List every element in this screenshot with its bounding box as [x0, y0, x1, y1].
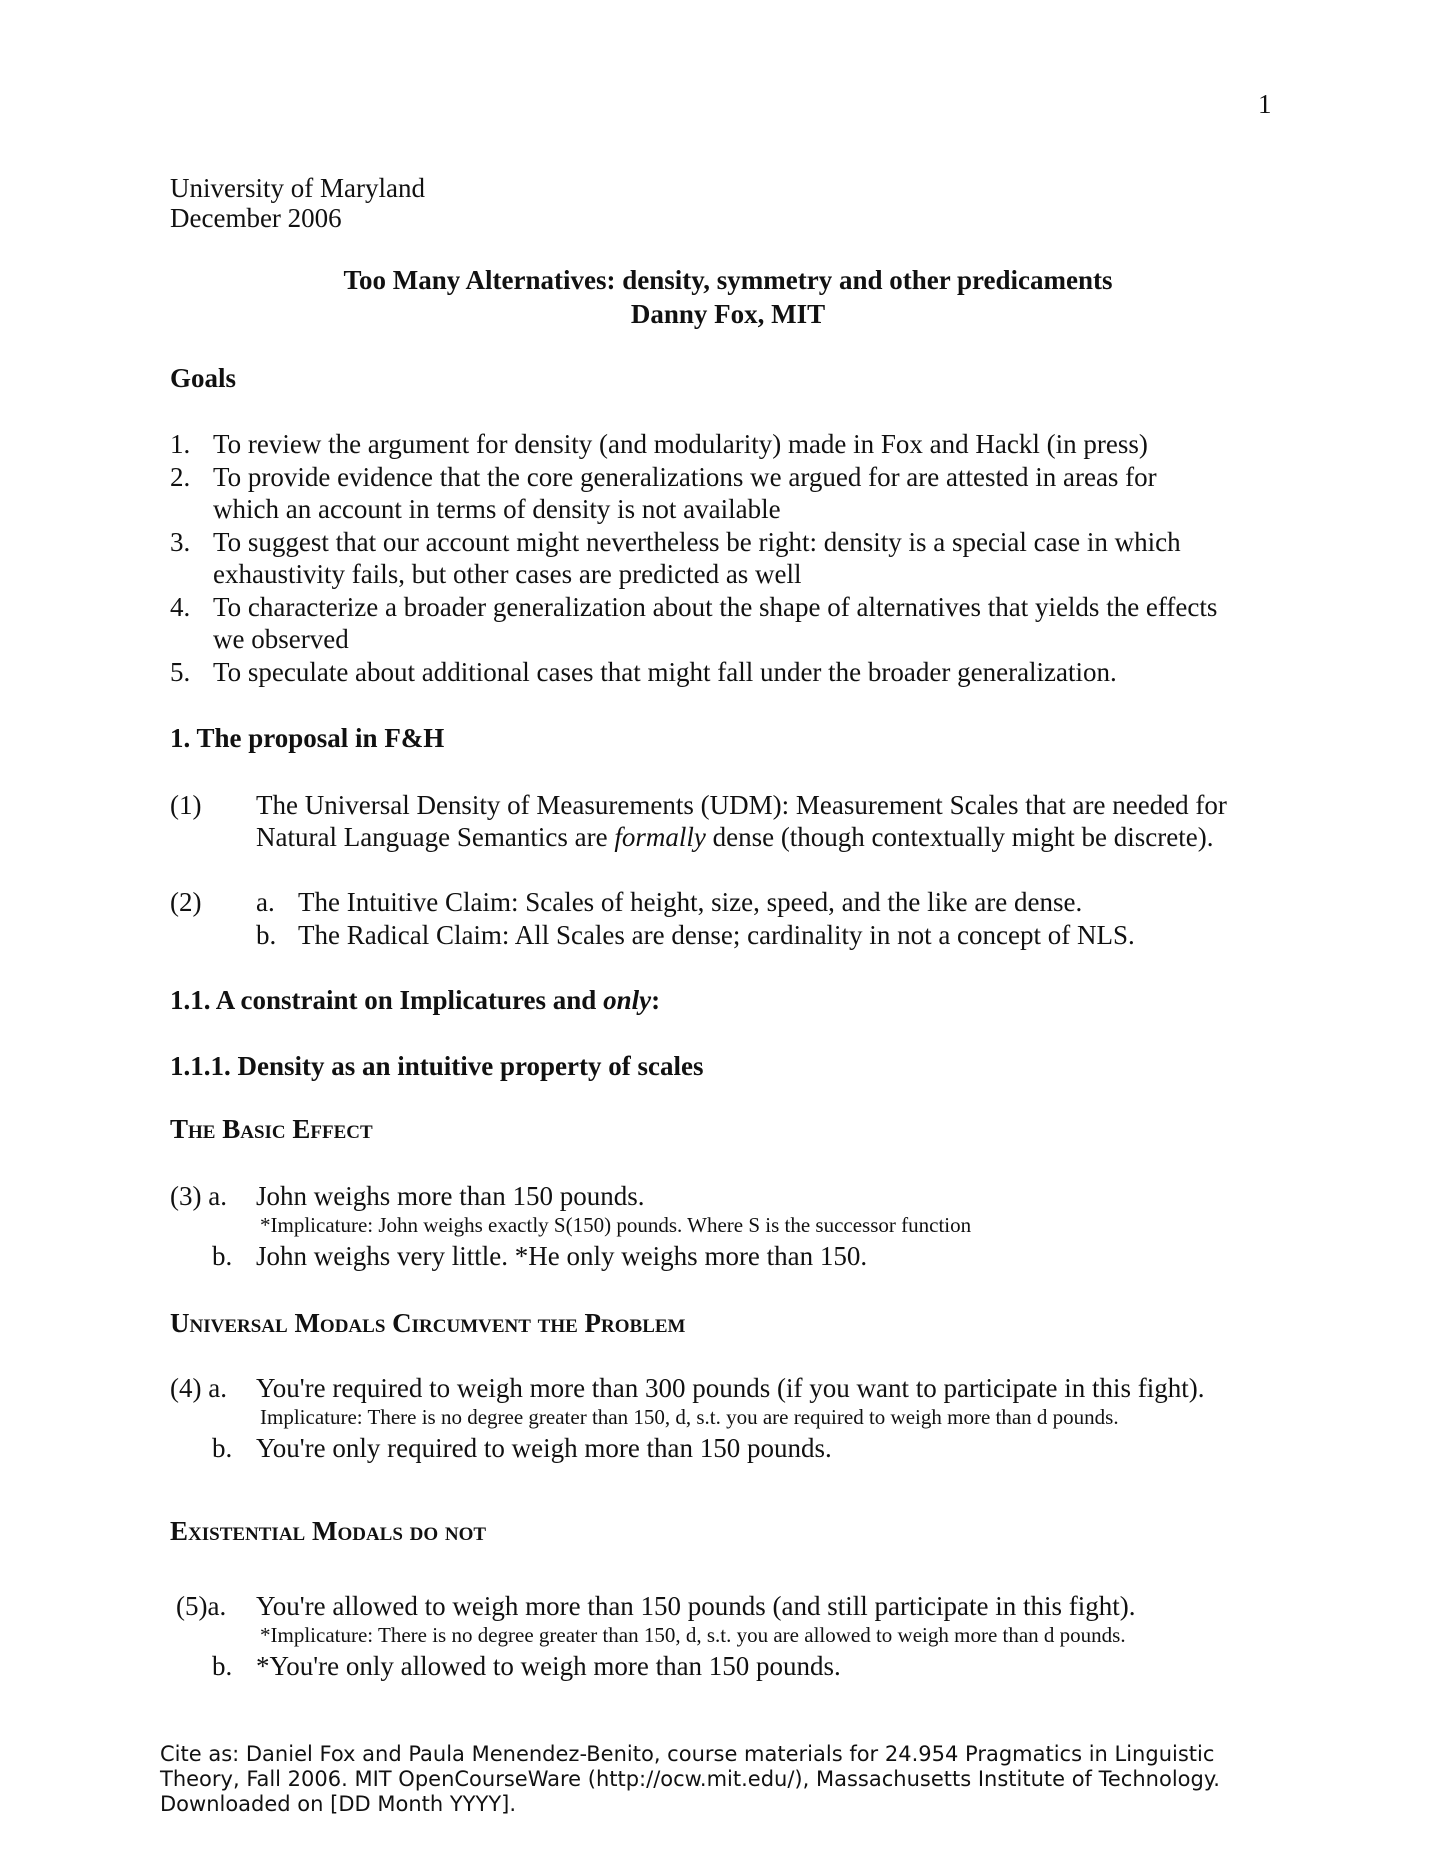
- goal-number: 5.: [170, 657, 191, 687]
- goal-text-continued: which an account in terms of density is not available: [213, 494, 781, 524]
- example-2-number: (2): [170, 887, 202, 917]
- example-4b-text: You're only required to weigh more than 150 pounds.: [256, 1433, 832, 1463]
- citation-line-2: Theory, Fall 2006. MIT OpenCourseWare (http://ocw.mit.edu/), Massachusetts Institute of Technology.: [160, 1767, 1220, 1791]
- date: December 2006: [170, 203, 342, 233]
- example-4a-implicature: Implicature: There is no degree greater than 150, d, s.t. you are required to weigh more than d pounds.: [260, 1405, 1119, 1429]
- example-4-number: (4) a.: [170, 1373, 227, 1403]
- goal-text: To review the argument for density (and modularity) made in Fox and Hackl (in press): [213, 429, 1148, 459]
- section-1-1-heading-colon: :: [651, 985, 661, 1015]
- example-5b-text: *You're only allowed to weigh more than 150 pounds.: [256, 1651, 841, 1681]
- example-1-text-end: dense (though contextually might be discrete).: [705, 822, 1214, 852]
- example-3a-implicature: *Implicature: John weighs exactly S(150) pounds. Where S is the successor function: [260, 1213, 972, 1237]
- example-5a-implicature: *Implicature: There is no degree greater than 150, d, s.t. you are allowed to weigh more than d pounds.: [260, 1623, 1126, 1647]
- section-1-1-heading-text: 1.1. A constraint on Implicatures and: [170, 985, 604, 1015]
- goal-text-continued: we observed: [213, 624, 349, 654]
- citation-line-1: Cite as: Daniel Fox and Paula Menendez-Benito, course materials for 24.954 Pragmatics in Linguistic: [160, 1742, 1215, 1766]
- goals-heading: Goals: [170, 363, 237, 393]
- example-3a-text: John weighs more than 150 pounds.: [256, 1181, 645, 1211]
- example-2b-text: The Radical Claim: All Scales are dense; cardinality in not a concept of NLS.: [298, 920, 1135, 950]
- institution: University of Maryland: [170, 173, 425, 203]
- page-number: 1: [1258, 89, 1272, 119]
- goal-text: To speculate about additional cases that might fall under the broader generalization.: [213, 657, 1117, 687]
- existential-modals-heading: Existential Modals do not: [170, 1516, 487, 1546]
- goal-text: To suggest that our account might nevertheless be right: density is a special case in which: [213, 527, 1181, 557]
- example-2a-label: a.: [256, 887, 275, 917]
- section-1-1-1-heading: 1.1.1. Density as an intuitive property of scales: [170, 1051, 704, 1081]
- section-1-1-heading: [170, 984, 660, 1016]
- example-2b-label: b.: [256, 920, 277, 950]
- goal-number: 4.: [170, 592, 191, 622]
- example-3-number: (3) a.: [170, 1181, 227, 1211]
- section-1-heading: 1. The proposal in F&H: [170, 723, 445, 753]
- example-1-line-1: The Universal Density of Measurements (UDM): Measurement Scales that are needed for: [256, 790, 1227, 820]
- example-4b-label: b.: [212, 1433, 233, 1463]
- goal-number: 2.: [170, 462, 191, 492]
- paper-title: Too Many Alternatives: density, symmetry and other predicaments: [343, 265, 1113, 295]
- example-3b-text: John weighs very little. *He only weighs more than 150.: [256, 1241, 868, 1271]
- goal-text-continued: exhaustivity fails, but other cases are predicted as well: [213, 559, 802, 589]
- citation-line-3: Downloaded on [DD Month YYYY].: [160, 1792, 517, 1816]
- example-1-line-2: [256, 821, 1213, 853]
- goal-text: To provide evidence that the core generalizations we argued for are attested in areas for: [213, 462, 1157, 492]
- example-5-number: (5)a.: [176, 1591, 227, 1621]
- goal-number: 1.: [170, 429, 191, 459]
- example-1-emphasis: formally: [614, 822, 706, 852]
- example-5b-label: b.: [212, 1651, 233, 1681]
- example-1-number: (1): [170, 790, 202, 820]
- example-4a-text: You're required to weigh more than 300 pounds (if you want to participate in this fight).: [256, 1373, 1205, 1403]
- example-3b-label: b.: [212, 1241, 233, 1271]
- goal-text: To characterize a broader generalization about the shape of alternatives that yields the effects: [213, 592, 1218, 622]
- example-5a-text: You're allowed to weigh more than 150 pounds (and still participate in this fight).: [256, 1591, 1136, 1621]
- section-1-1-heading-emphasis: only: [603, 985, 652, 1015]
- example-2a-text: The Intuitive Claim: Scales of height, size, speed, and the like are dense.: [298, 887, 1083, 917]
- paper-author: Danny Fox, MIT: [630, 299, 826, 329]
- universal-modals-heading: Universal Modals Circumvent the Problem: [170, 1308, 686, 1338]
- basic-effect-heading: The Basic Effect: [170, 1114, 373, 1144]
- example-1-text: Natural Language Semantics are: [256, 822, 615, 852]
- goal-number: 3.: [170, 527, 191, 557]
